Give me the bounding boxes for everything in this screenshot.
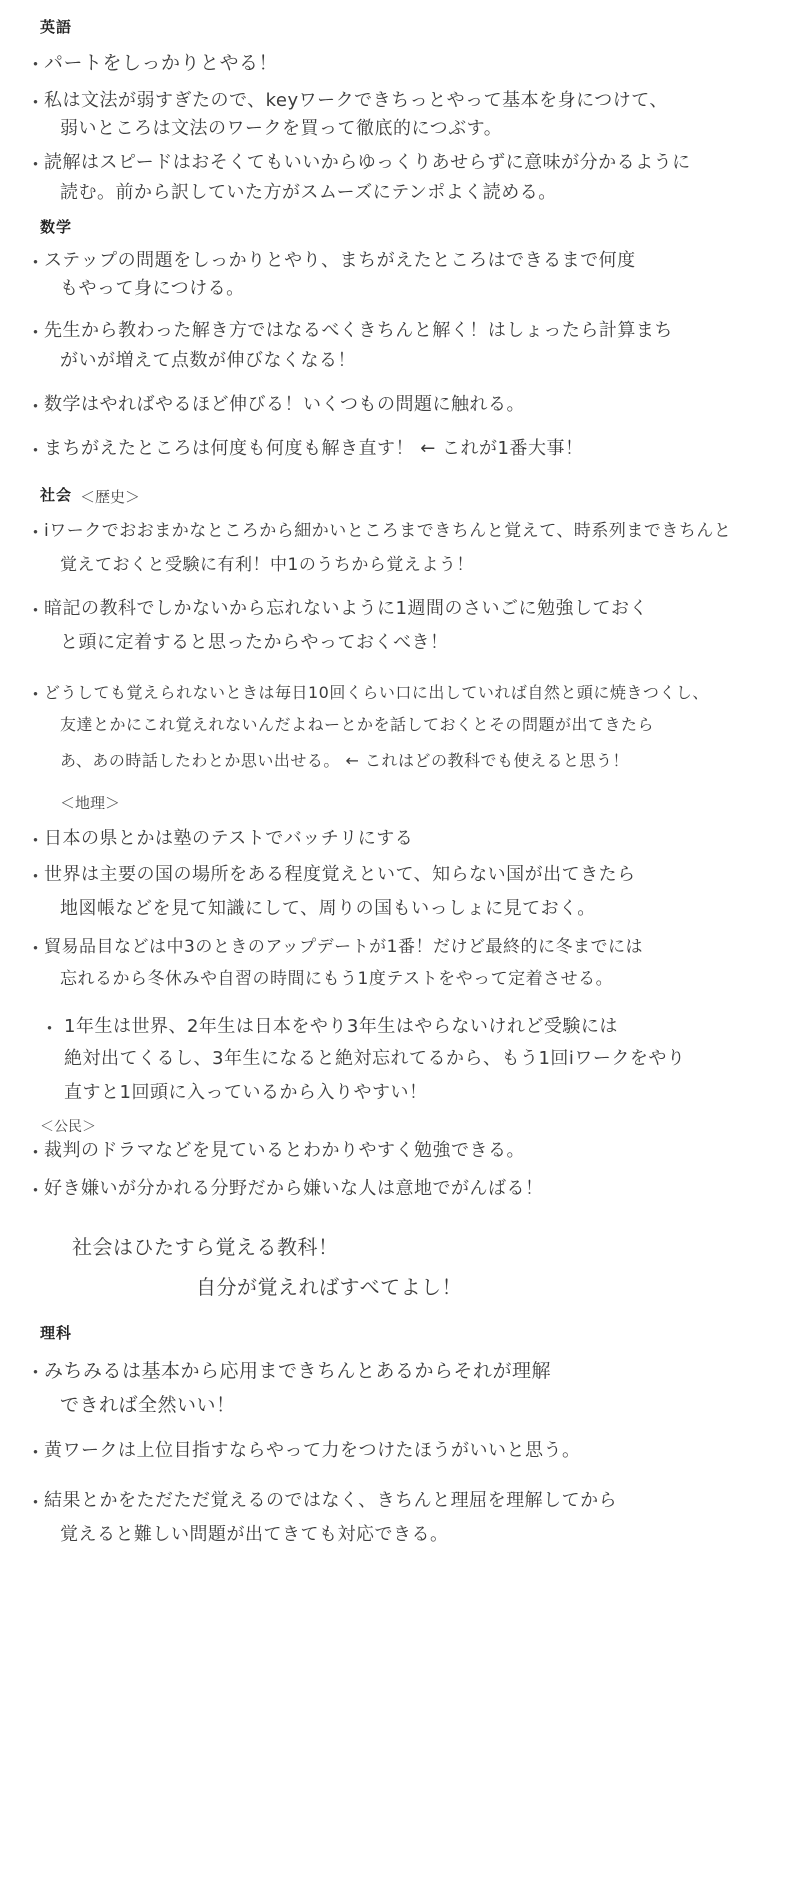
geography-item-1-line-1: 日本の県とかは塾のテストでバッチリにする (44, 828, 414, 849)
history-item-1-line-2: 覚えておくと受験に有利！中1のうちから覚えよう！ (60, 555, 474, 575)
history-item-3-line-3: あ、あの時話したわとか思い出せる。 ← これはどの教科でも使えると思う！ (60, 751, 629, 770)
history-item-2-line-1: 暗記の教科でしかないから忘れないように1週間のさいごに勉強しておく (44, 598, 648, 619)
section-heading-english: 英語 (40, 18, 73, 36)
bullet-mark: ・ (26, 938, 46, 960)
bullet-mark: ・ (26, 92, 46, 114)
section-heading-social: 社会 (40, 486, 73, 504)
math-item-1-line-2: もやって身につける。 (60, 278, 245, 299)
science-item-2-line-1: 黄ワークは上位目指すならやって力をつけたほうがいいと思う。 (44, 1440, 581, 1461)
science-item-3-line-2: 覚えると難しい問題が出てきても対応できる。 (60, 1524, 449, 1545)
english-item-2-line-2: 弱いところは文法のワークを買って徹底的につぶす。 (60, 118, 503, 139)
geography-item-2-line-2: 地図帳などを見て知識にして、周りの国もいっしょに見ておく。 (60, 898, 596, 919)
social-closing-line-2: 自分が覚えればすべてよし！ (196, 1275, 463, 1299)
history-item-2-line-2: と頭に定着すると思ったからやっておくべき！ (60, 632, 449, 653)
bullet-mark: ・ (26, 54, 46, 76)
bullet-mark: ・ (26, 1142, 46, 1164)
geography-item-2-line-1: 世界は主要の国の場所をある程度覚えといて、知らない国が出てきたら (44, 864, 636, 885)
bullet-mark: ・ (40, 1018, 60, 1040)
history-item-1-line-1: iワークでおおまかなところから細かいところまできちんと覚えて、時系列まできちんと (44, 521, 732, 541)
bullet-mark: ・ (26, 154, 46, 176)
bullet-mark: ・ (26, 396, 46, 418)
subsection-label-geography: ＜地理＞ (60, 794, 121, 812)
bullet-mark: ・ (26, 600, 46, 622)
math-item-1-line-1: ステップの問題をしっかりとやり、まちがえたところはできるまで何度 (44, 250, 636, 271)
geography-item-4-line-3: 直すと1回頭に入っているから入りやすい！ (64, 1082, 428, 1103)
english-item-2-line-1: 私は文法が弱すぎたので、keyワークできちっとやって基本を身につけて、 (44, 90, 668, 111)
bullet-mark: ・ (26, 866, 46, 888)
bullet-mark: ・ (26, 830, 46, 852)
math-item-3-line-1: 数学はやればやるほど伸びる！いくつもの問題に触れる。 (44, 394, 525, 415)
civics-item-2-line-1: 好き嫌いが分かれる分野だから嫌いな人は意地でがんばる！ (44, 1178, 544, 1199)
math-item-4-line-1: まちがえたところは何度も何度も解き直す！ ← これが1番大事！ (44, 438, 584, 459)
bullet-mark: ・ (26, 440, 46, 462)
english-item-3-line-2: 読む。前から訳していた方がスムーズにテンポよく読める。 (60, 182, 557, 203)
geography-item-3-line-1: 貿易品目などは中3のときのアップデートが1番！だけど最終的に冬までには (44, 937, 643, 957)
bullet-mark: ・ (26, 1492, 46, 1514)
subsection-label-civics: ＜公民＞ (40, 1119, 96, 1135)
history-item-3-line-1: どうしても覚えられないときは毎日10回くらい口に出していれば自然と頭に焼きつくし、 (44, 683, 709, 702)
geography-item-4-line-1: 1年生は世界、2年生は日本をやり3年生はやらないけれど受験には (64, 1016, 618, 1037)
math-item-2-line-2: がいが増えて点数が伸びなくなる！ (60, 350, 356, 371)
bullet-mark: ・ (26, 522, 46, 544)
section-heading-math: 数学 (40, 218, 73, 236)
science-item-1-line-1: みちみるは基本から応用まできちんとあるからそれが理解 (44, 1360, 552, 1382)
english-item-1-line-1: パートをしっかりとやる！ (44, 52, 279, 74)
bullet-mark: ・ (26, 322, 46, 344)
geography-item-4-line-2: 絶対出てくるし、3年生になると絶対忘れてるから、もう1回iワークをやり (64, 1048, 686, 1069)
bullet-mark: ・ (26, 684, 46, 706)
science-item-1-line-2: できれば全然いい！ (60, 1394, 236, 1416)
bullet-mark: ・ (26, 1362, 46, 1384)
bullet-mark: ・ (26, 252, 46, 274)
section-heading-science: 理科 (40, 1324, 73, 1342)
social-closing-line-1: 社会はひたすら覚える教科！ (72, 1235, 339, 1259)
math-item-2-line-1: 先生から教わった解き方ではなるべくきちんと解く！はしょったら計算まち (44, 320, 673, 341)
subsection-label-history: ＜歴史＞ (80, 488, 141, 506)
civics-item-1-line-1: 裁判のドラマなどを見ているとわかりやすく勉強できる。 (44, 1140, 525, 1161)
bullet-mark: ・ (26, 1180, 46, 1202)
english-item-3-line-1: 読解はスピードはおそくてもいいからゆっくりあせらずに意味が分かるように (44, 152, 691, 173)
geography-item-3-line-2: 忘れるから冬休みや自習の時間にもう1度テストをやって定着させる。 (60, 969, 614, 989)
science-item-3-line-1: 結果とかをただただ覚えるのではなく、きちんと理屈を理解してから (44, 1490, 618, 1511)
history-item-3-line-2: 友達とかにこれ覚えれないんだよねーとかを話しておくとその問題が出てきたら (60, 715, 655, 734)
bullet-mark: ・ (26, 1442, 46, 1464)
